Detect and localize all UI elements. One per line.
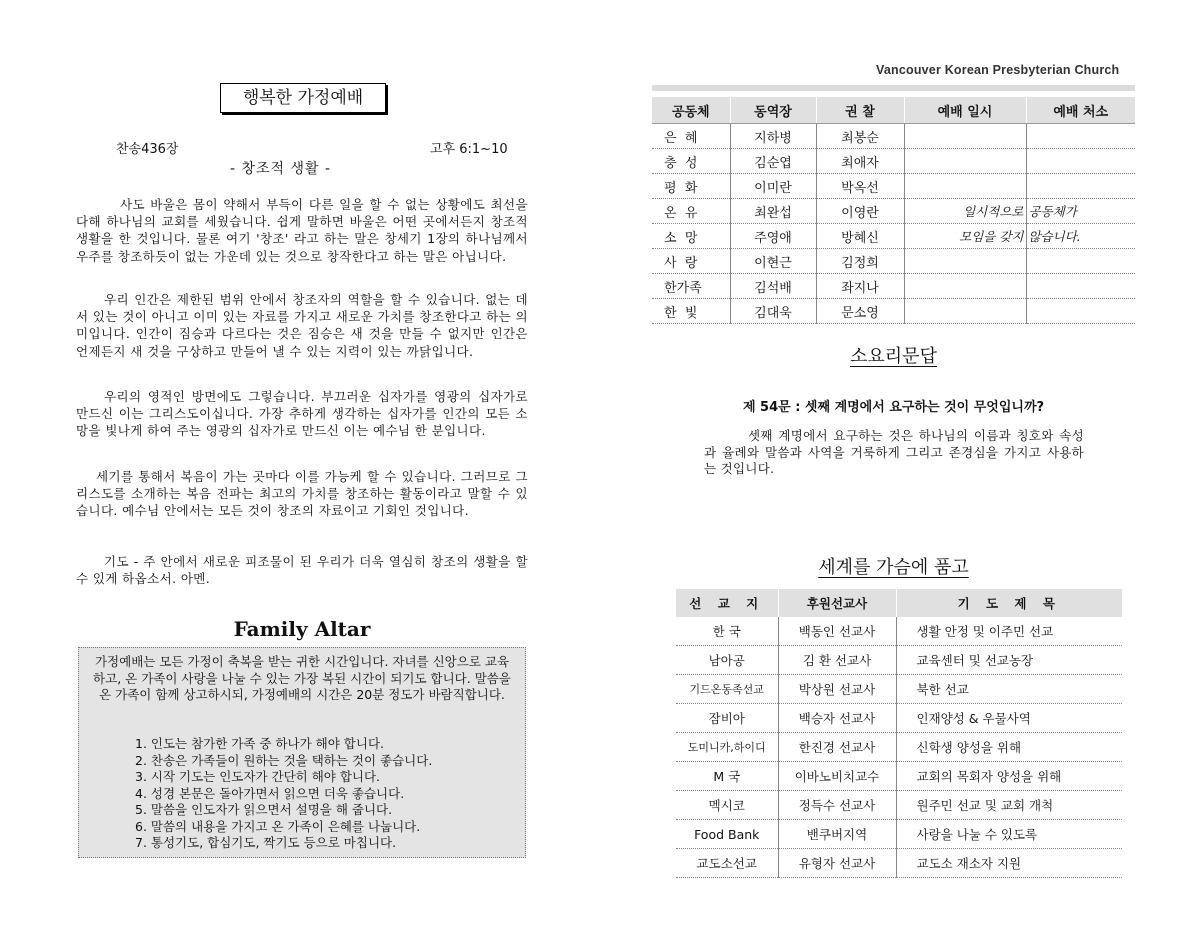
community-table [652, 97, 1135, 324]
table-row [652, 124, 1135, 149]
column-header: 권 찰 [816, 97, 904, 124]
catechism-title: 소요리문답 [850, 346, 937, 367]
missionary: 정득수 선교사 [778, 791, 896, 820]
table-cell [1026, 174, 1135, 199]
mission-field: 남아공 [676, 646, 778, 675]
paragraph-1: 사도 바울은 몸이 약해서 부득이 다른 일을 할 수 없는 상황에도 최선을 다해 하나님의 교회를 세웠습니다. 쉽게 말하면 바울은 어떤 곳에서든지 창조적 생활을 한 것입니다. 물론 여기 '창조' 라고 하는 말은 창세기 1장의 하나님께서 우주를 창조하듯이 없는 가운데 있는 것으로 창작한다고 하는 말은 아닙니다. [76, 197, 528, 264]
worship-title: 행복한 가정예배 [220, 83, 386, 113]
rule-item: 4. 성경 본문은 돌아가면서 읽으면 더욱 좋습니다. [135, 785, 405, 801]
table-cell: 주영애 [730, 224, 816, 249]
table-cell: 김정희 [816, 249, 904, 274]
prayer-topic: 교도소 재소자 지원 [896, 849, 1122, 878]
table-cell [904, 149, 1026, 174]
table-cell [1026, 274, 1135, 299]
table-cell: 평 화 [652, 174, 730, 199]
missionary: 이바노비치교수 [778, 762, 896, 791]
table-cell [904, 274, 1026, 299]
table-row [676, 791, 1122, 820]
table-cell: 모임을 갖지 [904, 224, 1026, 249]
table-cell [904, 299, 1026, 324]
table-cell: 온 유 [652, 199, 730, 224]
mission-field: 도미니카,하이디 [676, 733, 778, 762]
table-row [652, 224, 1135, 249]
rule-item: 1. 인도는 참가한 가족 중 하나가 해야 합니다. [135, 736, 384, 751]
missions-table [676, 589, 1122, 878]
paragraph-2: 우리 인간은 제한된 범위 안에서 창조자의 역할을 할 수 있습니다. 없는 데서 있는 것이 아니고 이미 있는 자료를 가지고 새로운 가치를 창조한다고 하는 의미입니다. 인간이 짐승과 다르다는 것은 짐승은 새 것을 만들 수 없지만 인간은 언제든지 새 것을 구상하고 만들어 낼 수 있는 지력이 있는 까닭입니다. [76, 292, 528, 359]
mission-field: 멕시코 [676, 791, 778, 820]
catechism-question: 제 54문 : 셋째 계명에서 요구하는 것이 무엇입니까? [742, 400, 1045, 415]
family-altar-intro: 가정예배는 모든 가정이 축복을 받는 귀한 시간입니다. 자녀를 신앙으로 교육 하고, 온 가족이 사랑을 나눌 수 있는 가장 복된 시간이 되기도 합니다. 말씀을 온 가족이 함께 상고하시되, 가정예배의 시간은 20분 정도가 바람직합니다. [93, 654, 511, 702]
table-header-row [676, 589, 1122, 617]
table-row [652, 249, 1135, 274]
table-row [652, 274, 1135, 299]
table-cell [1026, 249, 1135, 274]
column-header: 후원선교사 [778, 589, 896, 617]
column-header: 선 교 지 [676, 589, 778, 617]
missions-title: 세계를 가슴에 품고 [818, 557, 969, 578]
church-name: Vancouver Korean Presbyterian Church [876, 63, 1120, 77]
rule-item: 3. 시작 기도는 인도자가 간단히 해야 합니다. [135, 769, 381, 784]
column-header: 동역장 [730, 97, 816, 124]
table-cell: 최완섭 [730, 199, 816, 224]
table-cell [904, 249, 1026, 274]
missionary: 밴쿠버지역 [778, 820, 896, 849]
prayer-topic: 교회의 목회자 양성을 위해 [896, 762, 1122, 791]
table-cell: 김석배 [730, 274, 816, 299]
rule-item: 6. 말씀의 내용을 가지고 온 가족이 은혜를 나눕니다. [135, 818, 421, 834]
table-cell: 김대욱 [730, 299, 816, 324]
prayer-topic: 교육센터 및 선교농장 [896, 646, 1122, 675]
mission-field: M 국 [676, 762, 778, 791]
prayer-topic: 신학생 양성을 위해 [896, 733, 1122, 762]
table-cell: 지하병 [730, 124, 816, 149]
mission-field: Food Bank [676, 820, 778, 849]
table-cell: 사 랑 [652, 249, 730, 274]
rule-item: 5. 말씀을 인도자가 읽으면서 설명을 해 줍니다. [135, 802, 393, 817]
family-altar-rules [135, 736, 432, 852]
table-row [676, 617, 1122, 646]
table-cell: 이미란 [730, 174, 816, 199]
table-cell [904, 124, 1026, 149]
rule-item: 2. 찬송은 가족들이 원하는 것을 택하는 것이 좋습니다. [135, 752, 433, 768]
table-cell: 박옥선 [816, 174, 904, 199]
column-header: 예배 처소 [1026, 97, 1135, 124]
table-row [676, 646, 1122, 675]
mission-field: 교도소선교 [676, 849, 778, 878]
table-cell [1026, 149, 1135, 174]
table-cell [1026, 124, 1135, 149]
missionary: 김 환 선교사 [778, 646, 896, 675]
table-row [676, 704, 1122, 733]
table-row [676, 762, 1122, 791]
table-cell [904, 174, 1026, 199]
hymn-number: 찬송436장 [116, 142, 179, 157]
table-cell: 김순엽 [730, 149, 816, 174]
table-cell: 이현근 [730, 249, 816, 274]
family-altar-title: Family Altar [233, 617, 371, 641]
prayer-topic: 생활 안정 및 이주민 선교 [896, 617, 1122, 646]
table-cell: 이영란 [816, 199, 904, 224]
mission-field: 한 국 [676, 617, 778, 646]
catechism-answer: 셋째 계명에서 요구하는 것은 하나님의 이름과 칭호와 속성과 율례와 말씀과 사역을 거룩하게 그리고 존경심을 가지고 사용하는 것입니다. [704, 428, 1084, 476]
closing-prayer: 기도 - 주 안에서 새로운 피조물이 된 우리가 더욱 열심히 창조의 생활을 할 수 있게 하옵소서. 아멘. [76, 554, 528, 587]
rule-item: 7. 통성기도, 합심기도, 짝기도 등으로 마칩니다. [135, 835, 397, 850]
header-divider [652, 85, 1135, 91]
missionary: 백동인 선교사 [778, 617, 896, 646]
mission-field: 기드온동족선교 [676, 675, 778, 704]
prayer-topic: 사랑을 나눌 수 있도록 [896, 820, 1122, 849]
table-cell: 않습니다. [1026, 224, 1135, 249]
mission-field: 잠비아 [676, 704, 778, 733]
table-row [676, 675, 1122, 704]
table-row [652, 174, 1135, 199]
table-row [652, 299, 1135, 324]
table-row [652, 199, 1135, 224]
table-cell: 충 성 [652, 149, 730, 174]
table-cell: 최애자 [816, 149, 904, 174]
table-cell: 한 빛 [652, 299, 730, 324]
prayer-topic: 원주민 선교 및 교회 개척 [896, 791, 1122, 820]
prayer-topic: 인재양성 & 우물사역 [896, 704, 1122, 733]
table-cell: 최봉순 [816, 124, 904, 149]
missionary: 백승자 선교사 [778, 704, 896, 733]
table-cell: 한가족 [652, 274, 730, 299]
table-cell: 문소영 [816, 299, 904, 324]
table-cell: 일시적으로 [904, 199, 1026, 224]
missionary: 한진경 선교사 [778, 733, 896, 762]
column-header: 예배 일시 [904, 97, 1026, 124]
scripture-reference: 고후 6:1~10 [430, 142, 508, 157]
table-header-row [652, 97, 1135, 124]
paragraph-4: 세기를 통해서 복음이 가는 곳마다 이를 가능케 할 수 있습니다. 그러므로 그리스도를 소개하는 복음 전파는 최고의 가치를 창조하는 활동이라고 말할 수 있습니다. 예수님 안에서는 모든 것이 창조의 자료이고 기회인 것입니다. [76, 469, 528, 519]
column-header: 공동체 [652, 97, 730, 124]
missionary: 박상원 선교사 [778, 675, 896, 704]
table-cell: 소 망 [652, 224, 730, 249]
table-cell: 공동체가 [1026, 199, 1135, 224]
paragraph-3: 우리의 영적인 방면에도 그렇습니다. 부끄러운 십자가를 영광의 십자가로 만드신 이는 그리스도이십니다. 가장 추하게 생각하는 십자가를 인간의 모든 소망을 빛나게 하여 주는 영광의 십자가로 만드신 이는 예수님 한 분입니다. [76, 389, 528, 439]
table-row [652, 149, 1135, 174]
table-row [676, 820, 1122, 849]
table-cell: 방혜신 [816, 224, 904, 249]
column-header: 기 도 제 목 [896, 589, 1122, 617]
table-row [676, 733, 1122, 762]
prayer-topic: 북한 선교 [896, 675, 1122, 704]
table-row [676, 849, 1122, 878]
table-cell [1026, 299, 1135, 324]
sermon-subtitle: - 창조적 생활 - [230, 161, 332, 177]
table-cell: 좌지나 [816, 274, 904, 299]
missionary: 유형자 선교사 [778, 849, 896, 878]
table-cell: 은 혜 [652, 124, 730, 149]
family-altar-box [78, 647, 526, 858]
